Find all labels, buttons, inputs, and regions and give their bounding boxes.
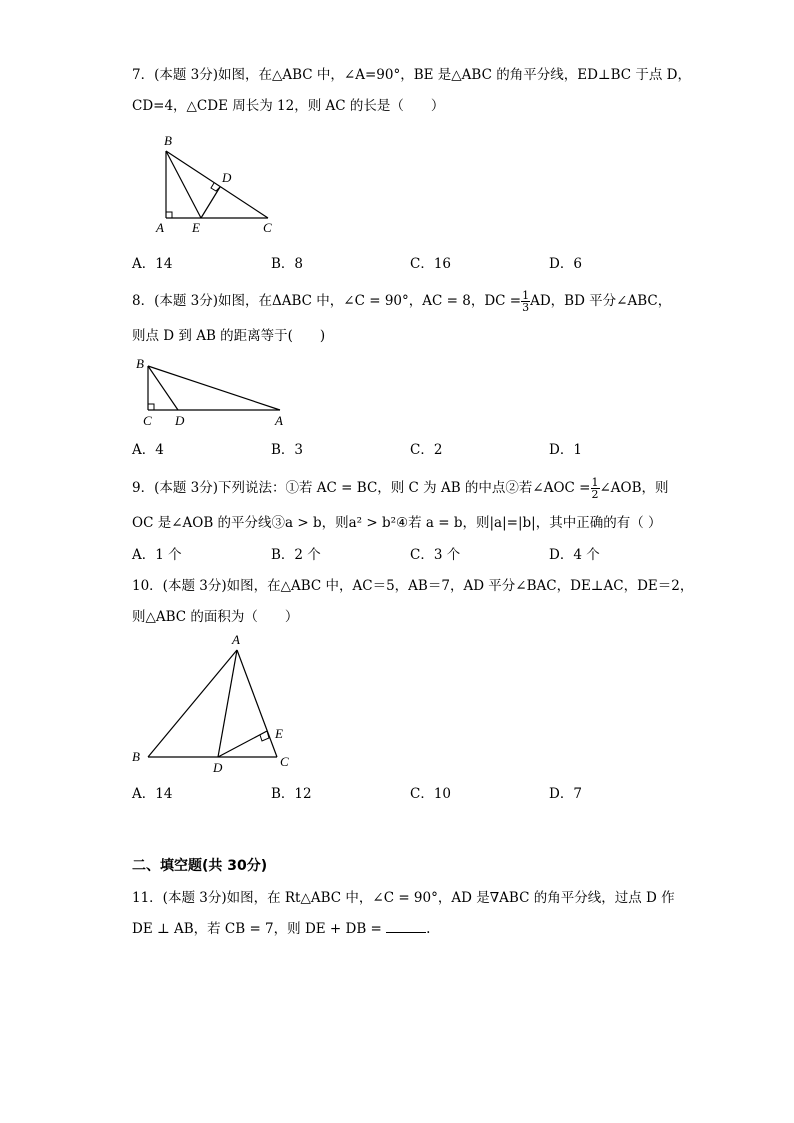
q10-option-a[interactable]: A．14 (132, 786, 173, 802)
q8-option-c[interactable]: C．2 (410, 442, 443, 458)
q10-text-line1: 10．(本题 3分)如图，在△ABC 中，AC＝5，AB＝7，AD 平分∠BAC，DE⊥AC，DE＝2， (132, 578, 694, 594)
q9-option-a[interactable]: A．1 个 (132, 547, 182, 563)
q9-option-c[interactable]: C．3 个 (410, 547, 461, 563)
q10-option-c[interactable]: C．10 (410, 786, 452, 802)
q7-label-c: C (263, 220, 272, 235)
q9-text-post: ∠AOB，则 (599, 480, 669, 496)
q8-fraction (521, 290, 530, 313)
q9-text-pre: 9．(本题 3分)下列说法：①若 AC = BC，则 C 为 AB 的中点②若∠AOC = (132, 480, 591, 496)
q9-fraction (591, 477, 600, 500)
q11-text-line2 (132, 920, 430, 938)
q8-figure (130, 355, 300, 430)
q11-text-pre: DE ⊥ AB，若 CB = 7，则 DE + DB = (132, 921, 382, 937)
q9-frac-den: 2 (591, 488, 599, 501)
q8-label-a: A (275, 413, 283, 428)
q10-label-a: A (232, 632, 240, 647)
q9-frac-num: 1 (591, 476, 599, 489)
q10-label-d: D (213, 760, 223, 775)
q11-text-post: . (426, 921, 431, 937)
q7-label-b: B (164, 133, 172, 148)
q8-text-pre: 8．(本题 3分)如图，在ΔABC 中，∠C = 90°，AC = 8，DC = (132, 293, 522, 309)
q9-text-line1 (132, 477, 669, 500)
q7-label-e: E (192, 220, 200, 235)
q8-text-line1 (132, 290, 671, 313)
q10-option-d[interactable]: D．7 (549, 786, 582, 802)
q9-text-line2: OC 是∠AOB 的平分线③a > b，则a² > b²④若 a = b，则|a|=|b|，其中正确的有（ ） (132, 515, 662, 531)
q8-frac-den: 3 (522, 301, 530, 314)
q8-frac-num: 1 (522, 289, 530, 302)
q10-figure (125, 628, 310, 778)
q10-label-b: B (132, 749, 140, 764)
q10-text-line2: 则△ABC 的面积为（ ） (132, 609, 299, 625)
q8-option-b[interactable]: B．3 (271, 442, 304, 458)
q10-option-b[interactable]: B．12 (271, 786, 312, 802)
q7-option-d[interactable]: D．6 (549, 256, 582, 272)
q8-text-post: AD，BD 平分∠ABC， (530, 293, 672, 309)
q7-option-a[interactable]: A．14 (132, 256, 173, 272)
q7-label-d: D (222, 170, 232, 185)
q8-option-d[interactable]: D．1 (549, 442, 582, 458)
q7-label-a: A (156, 220, 164, 235)
q7-text-line1: 7．(本题 3分)如图，在△ABC 中，∠A=90°，BE 是△ABC 的角平分线，ED⊥BC 于点 D， (132, 67, 691, 83)
q9-option-b[interactable]: B．2 个 (271, 547, 321, 563)
q8-label-c: C (143, 413, 152, 428)
q7-figure (150, 130, 290, 240)
q9-option-d[interactable]: D．4 个 (549, 547, 600, 563)
q11-text-line1: 11．(本题 3分)如图，在 Rt△ABC 中，∠C = 90°，AD 是∇ABC 的角平分线，过点 D 作 (132, 890, 675, 906)
q8-label-b: B (136, 356, 144, 371)
q10-label-c: C (280, 754, 289, 769)
q7-option-c[interactable]: C．16 (410, 256, 452, 272)
q8-option-a[interactable]: A．4 (132, 442, 164, 458)
q7-option-b[interactable]: B．8 (271, 256, 304, 272)
section-title: 二、填空题(共 30分) (132, 858, 268, 874)
q8-label-d: D (175, 413, 185, 428)
q11-answer-blank[interactable] (386, 920, 426, 933)
q8-text-line2: 则点 D 到 AB 的距离等于( ) (132, 328, 326, 344)
q10-label-e: E (275, 726, 283, 741)
q7-text-line2: CD=4，△CDE 周长为 12，则 AC 的长是（ ） (132, 98, 445, 114)
